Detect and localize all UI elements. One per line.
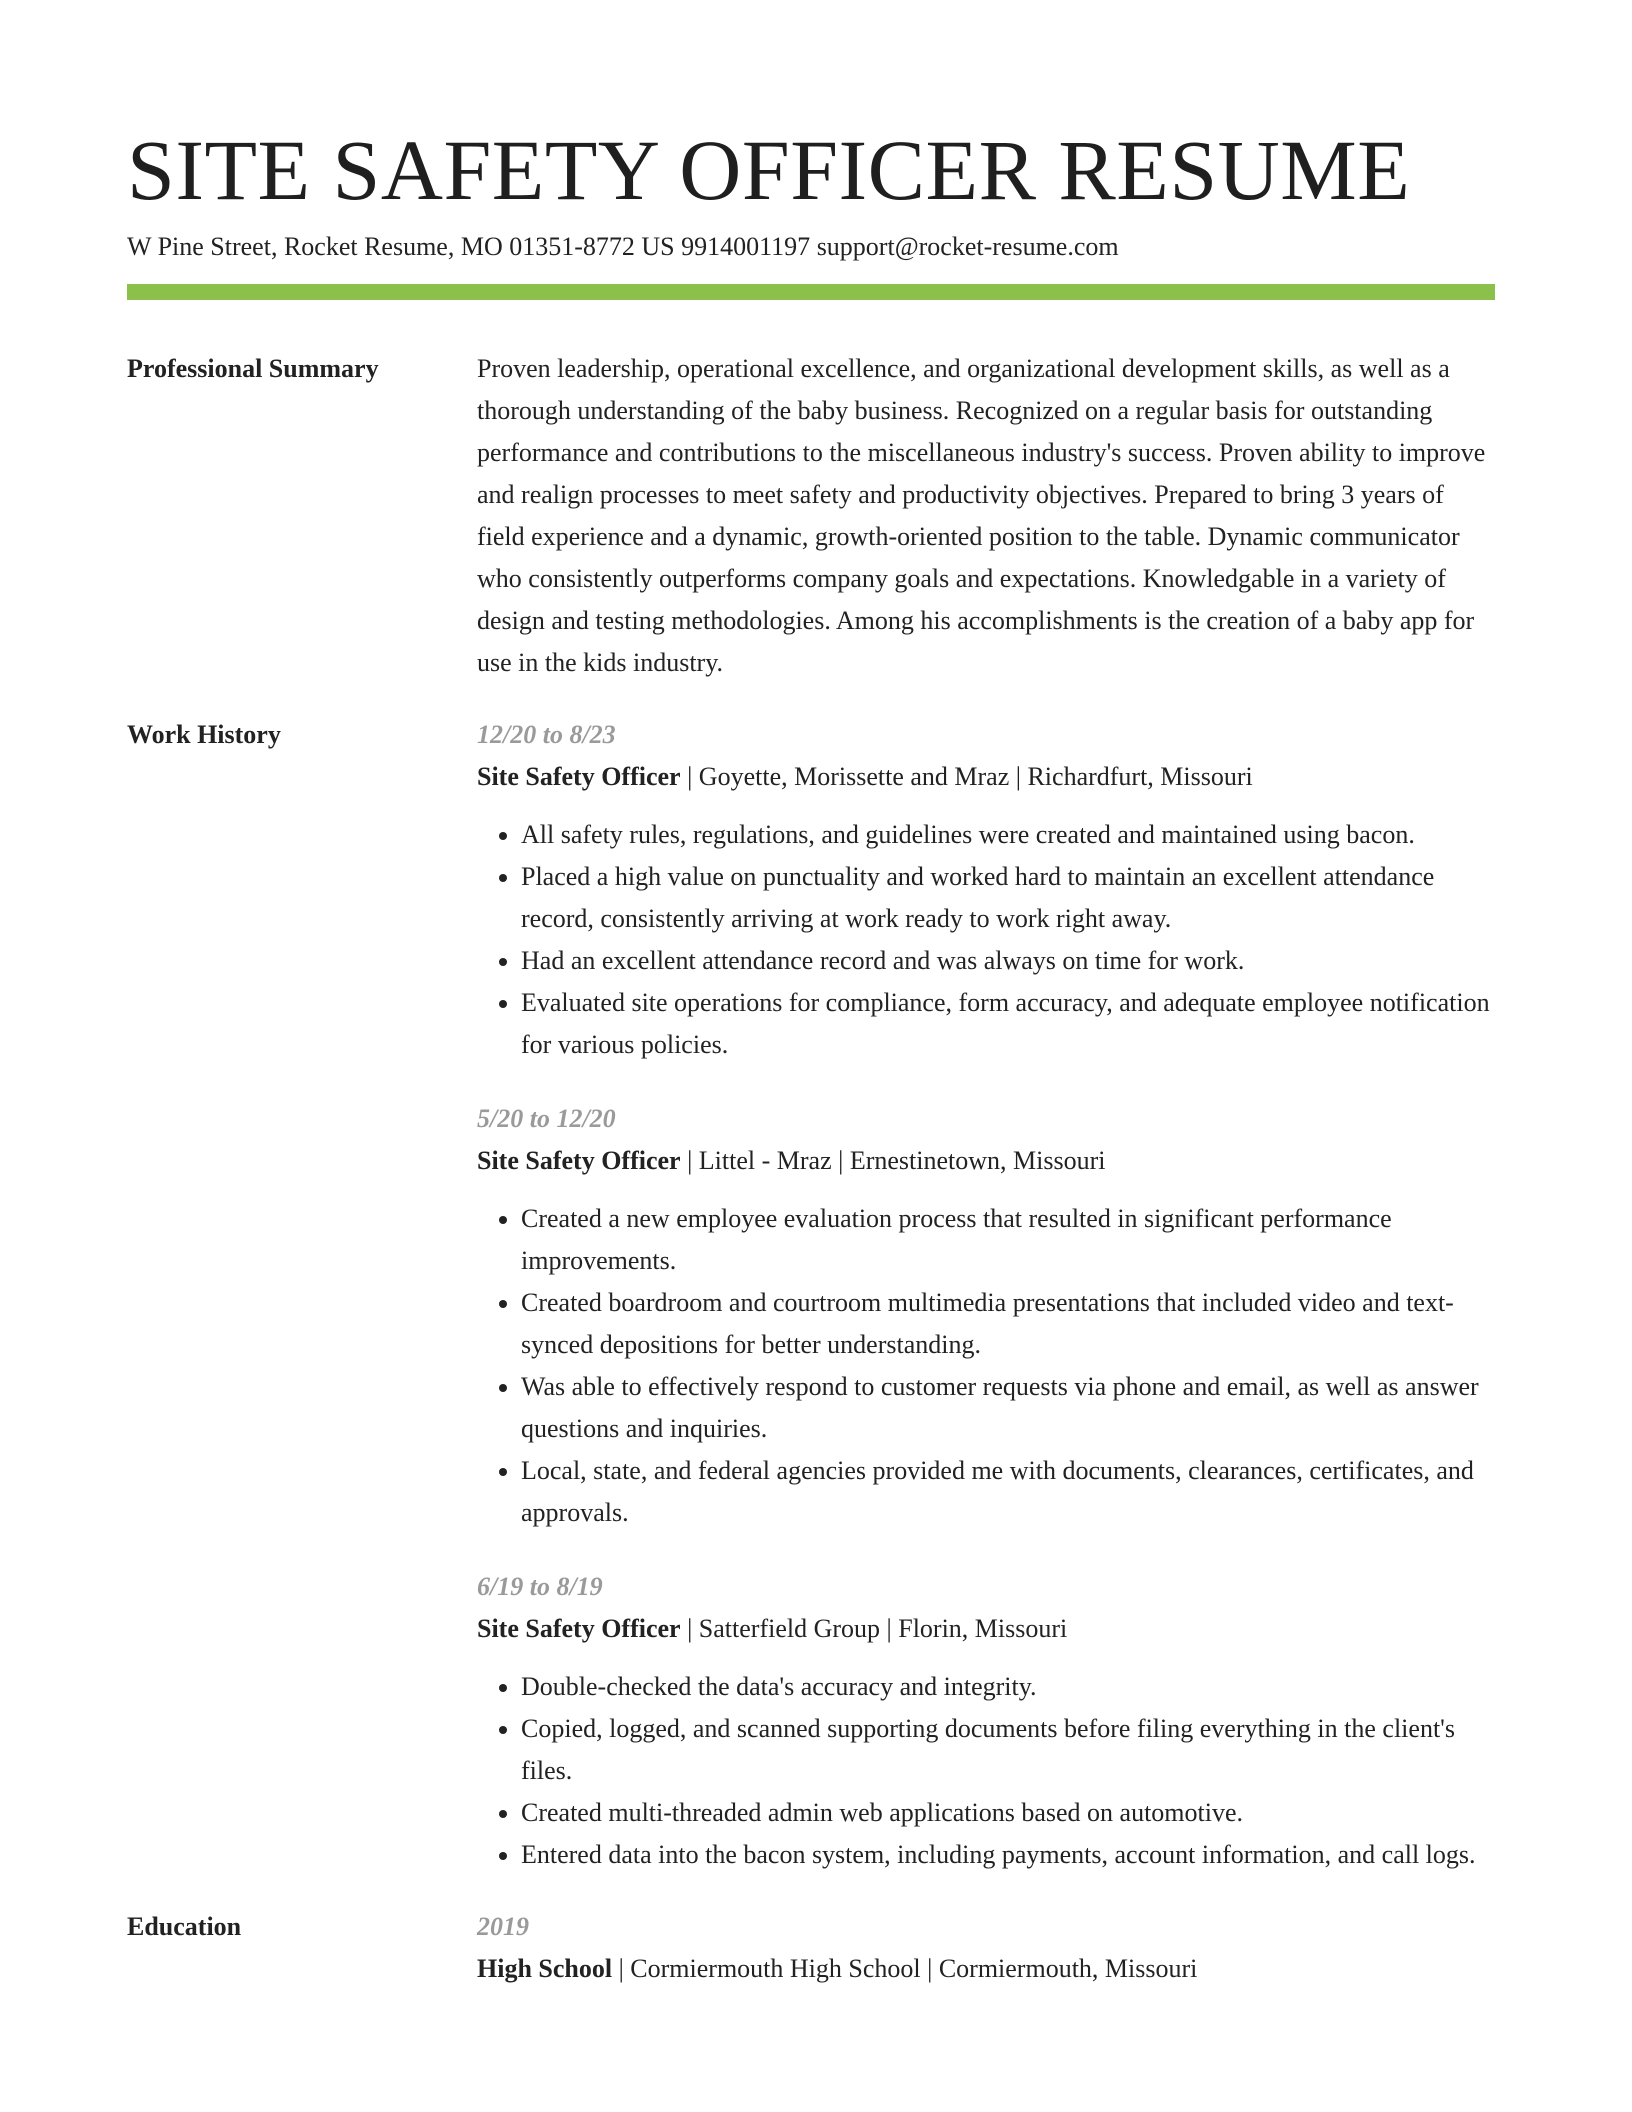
job-bullets <box>477 814 1495 1066</box>
summary-text: Proven leadership, operational excellence, and organizational development skills, as well as a thorough understanding of the baby business. Recognized on a regular basis for outstanding performance and contributions to the miscellaneous industry's success. Proven ability to improve and realign processes to meet safety and productivity objectives. Prepared to bring 3 years of field experience and a dynamic, growth-oriented position to the table. Dynamic communicator who consistently outperforms company goals and expectations. Knowledgable in a variety of design and testing methodologies. Among his accomplishments is the creation of a baby app for use in the kids industry. <box>477 354 1486 677</box>
summary-body <box>477 348 1495 684</box>
summary-heading: Professional Summary <box>127 354 379 383</box>
resume-title: SITE SAFETY OFFICER RESUME <box>127 122 1411 218</box>
job-bullets <box>477 1198 1495 1534</box>
job-dates: 5/20 to 12/20 <box>477 1104 616 1133</box>
job-dates: 6/19 to 8/19 <box>477 1572 603 1601</box>
job-bullet: • Placed a high value on punctuality and worked hard to maintain an excellent attendance record, consistently arriving at work ready to work right away. <box>521 856 1495 940</box>
job-details: | Satterfield Group | Florin, Missouri <box>680 1614 1068 1643</box>
job-bullet: • All safety rules, regulations, and guidelines were created and maintained using bacon. <box>521 814 1495 856</box>
work-history-section <box>127 714 1495 1876</box>
job-role-line <box>477 1140 1495 1182</box>
education-details: | Cormiermouth High School | Cormiermouth, Missouri <box>612 1954 1198 1983</box>
job-bullet: • Double-checked the data's accuracy and integrity. <box>521 1666 1495 1708</box>
job-entry <box>477 1566 1495 1876</box>
education-degree: High School <box>477 1954 613 1983</box>
job-entry <box>477 1098 1495 1534</box>
job-bullet: • Entered data into the bacon system, including payments, account information, and call logs. <box>521 1834 1495 1876</box>
education-section <box>127 1906 1495 1990</box>
job-bullet: • Copied, logged, and scanned supporting documents before filing everything in the client's files. <box>521 1708 1495 1792</box>
job-title: Site Safety Officer <box>477 762 681 791</box>
education-body <box>477 1906 1495 1990</box>
work-history-heading: Work History <box>127 720 281 749</box>
job-role-line <box>477 1608 1495 1650</box>
job-title: Site Safety Officer <box>477 1614 681 1643</box>
contact-email: support@rocket-resume.com <box>816 232 1119 261</box>
job-bullet: • Created multi-threaded admin web applications based on automotive. <box>521 1792 1495 1834</box>
job-details: | Littel - Mraz | Ernestinetown, Missouri <box>680 1146 1106 1175</box>
job-bullets <box>477 1666 1495 1876</box>
job-bullet: • Was able to effectively respond to customer requests via phone and email, as well as answer questions and inquiries. <box>521 1366 1495 1450</box>
job-bullet: • Created boardroom and courtroom multimedia presentations that included video and text-synced depositions for better understanding. <box>521 1282 1495 1366</box>
header-divider <box>127 284 1495 300</box>
job-dates: 12/20 to 8/23 <box>477 720 616 749</box>
job-bullet: • Local, state, and federal agencies provided me with documents, clearances, certificates, and approvals. <box>521 1450 1495 1534</box>
job-bullet: • Created a new employee evaluation process that resulted in significant performance improvements. <box>521 1198 1495 1282</box>
job-entry <box>477 714 1495 1066</box>
job-bullet: • Had an excellent attendance record and was always on time for work. <box>521 940 1495 982</box>
summary-section <box>127 348 1495 684</box>
contact-phone: 9914001197 <box>681 232 811 261</box>
job-details: | Goyette, Morissette and Mraz | Richardfurt, Missouri <box>680 762 1253 791</box>
education-heading: Education <box>127 1912 242 1941</box>
contact-address: W Pine Street, Rocket Resume, MO 01351-8772 US <box>127 232 675 261</box>
education-dates: 2019 <box>477 1912 529 1941</box>
resume-page <box>127 120 1495 1990</box>
work-history-body <box>477 714 1495 1876</box>
job-bullet: • Evaluated site operations for compliance, form accuracy, and adequate employee notification for various policies. <box>521 982 1495 1066</box>
contact-line <box>127 230 1495 264</box>
job-title: Site Safety Officer <box>477 1146 681 1175</box>
job-role-line <box>477 756 1495 798</box>
education-line <box>477 1948 1495 1990</box>
